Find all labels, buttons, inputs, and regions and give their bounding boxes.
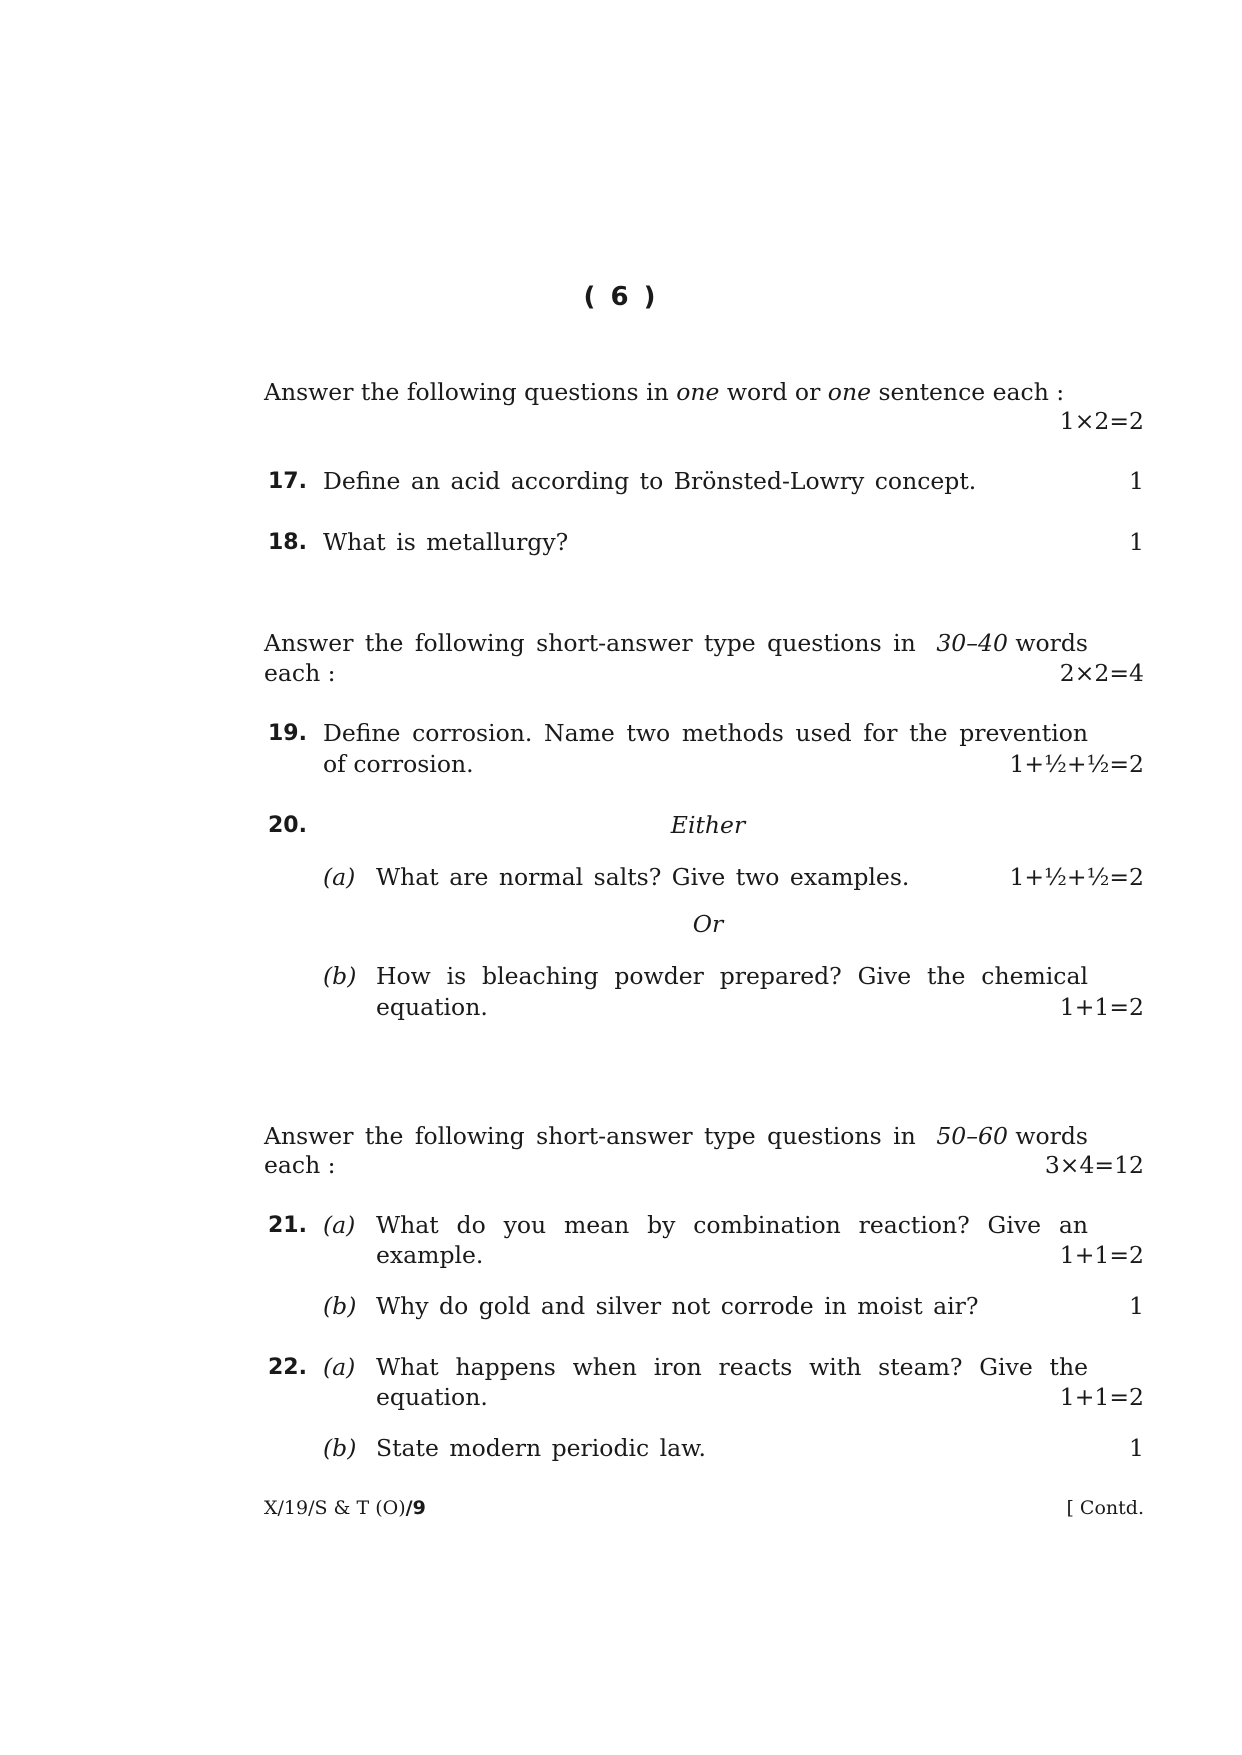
q22-b-text: State modern periodic law.	[376, 1434, 706, 1462]
section-a-em2: one	[827, 378, 871, 406]
section-a-pre: Answer the following questions in	[264, 378, 669, 406]
q20-a-text: What are normal salts? Give two examples.	[376, 863, 910, 891]
q20-a-marks: 1+½+½=2	[1009, 863, 1144, 891]
q17-marks: 1	[1129, 467, 1144, 495]
q19-line2: of corrosion.	[323, 750, 474, 778]
q22-a-label: (a)	[323, 1353, 356, 1381]
q17-text: Define an acid according to Brönsted-Lowry concept.	[323, 467, 977, 495]
q20-number: 20.	[268, 813, 307, 838]
q20-b-line1: How is bleaching powder prepared? Give the chemical	[376, 962, 1088, 990]
section-a-instruction	[264, 377, 1064, 408]
q22-b-marks: 1	[1129, 1434, 1144, 1462]
q19-line1: Define corrosion. Name two methods used for the prevention	[323, 719, 1088, 747]
section-c-marks: 3×4=12	[1044, 1151, 1144, 1179]
paper-code	[264, 1496, 426, 1520]
q20-or: Or	[692, 910, 724, 938]
q18-text: What is metallurgy?	[323, 528, 569, 556]
q21-a-line1: What do you mean by combination reaction? Give an	[376, 1211, 1088, 1239]
q20-b-marks: 1+1=2	[1059, 993, 1144, 1021]
q21-a-line2: example.	[376, 1241, 484, 1269]
q20-b-label: (b)	[323, 962, 357, 990]
section-a-post: sentence each :	[878, 378, 1065, 406]
q21-a-label: (a)	[323, 1211, 356, 1239]
section-a-mid: word or	[726, 378, 821, 406]
paper-code-text: X/19/S & T (O)	[264, 1497, 406, 1519]
section-b-marks: 2×2=4	[1059, 659, 1144, 687]
q21-b-label: (b)	[323, 1292, 357, 1320]
section-b-pre: Answer the following short-answer type questions in	[264, 629, 916, 657]
section-c-line2: each :	[264, 1151, 336, 1179]
contd-label: [ Contd.	[1066, 1497, 1144, 1519]
section-a-marks: 1×2=2	[1059, 407, 1144, 435]
q21-number: 21.	[268, 1213, 307, 1238]
q18-number: 18.	[268, 530, 307, 555]
section-c-post: words	[1015, 1122, 1088, 1150]
section-b-post: words	[1015, 629, 1088, 657]
section-b-instruction	[264, 628, 1088, 659]
page-number: ( 6 )	[583, 282, 659, 312]
q21-a-marks: 1+1=2	[1059, 1241, 1144, 1269]
q18-marks: 1	[1129, 528, 1144, 556]
q20-b-line2: equation.	[376, 993, 488, 1021]
section-c-instruction	[264, 1121, 1088, 1152]
section-c-pre: Answer the following short-answer type questions in	[264, 1122, 916, 1150]
section-b-em: 30–40	[936, 629, 1008, 657]
section-c-em: 50–60	[936, 1122, 1008, 1150]
q20-either: Either	[670, 811, 746, 839]
q22-a-line1: What happens when iron reacts with steam? Give the	[376, 1353, 1088, 1381]
q22-a-line2: equation.	[376, 1383, 488, 1411]
q17-number: 17.	[268, 469, 307, 494]
paper-code-bold: /9	[405, 1497, 426, 1519]
q19-number: 19.	[268, 721, 307, 746]
section-b-line2: each :	[264, 659, 336, 687]
q22-number: 22.	[268, 1355, 307, 1380]
q22-a-marks: 1+1=2	[1059, 1383, 1144, 1411]
section-a-em1: one	[676, 378, 720, 406]
q21-b-marks: 1	[1129, 1292, 1144, 1320]
q20-a-label: (a)	[323, 863, 356, 891]
q22-b-label: (b)	[323, 1434, 357, 1462]
q19-marks: 1+½+½=2	[1009, 750, 1144, 778]
q21-b-text: Why do gold and silver not corrode in moist air?	[376, 1292, 979, 1320]
